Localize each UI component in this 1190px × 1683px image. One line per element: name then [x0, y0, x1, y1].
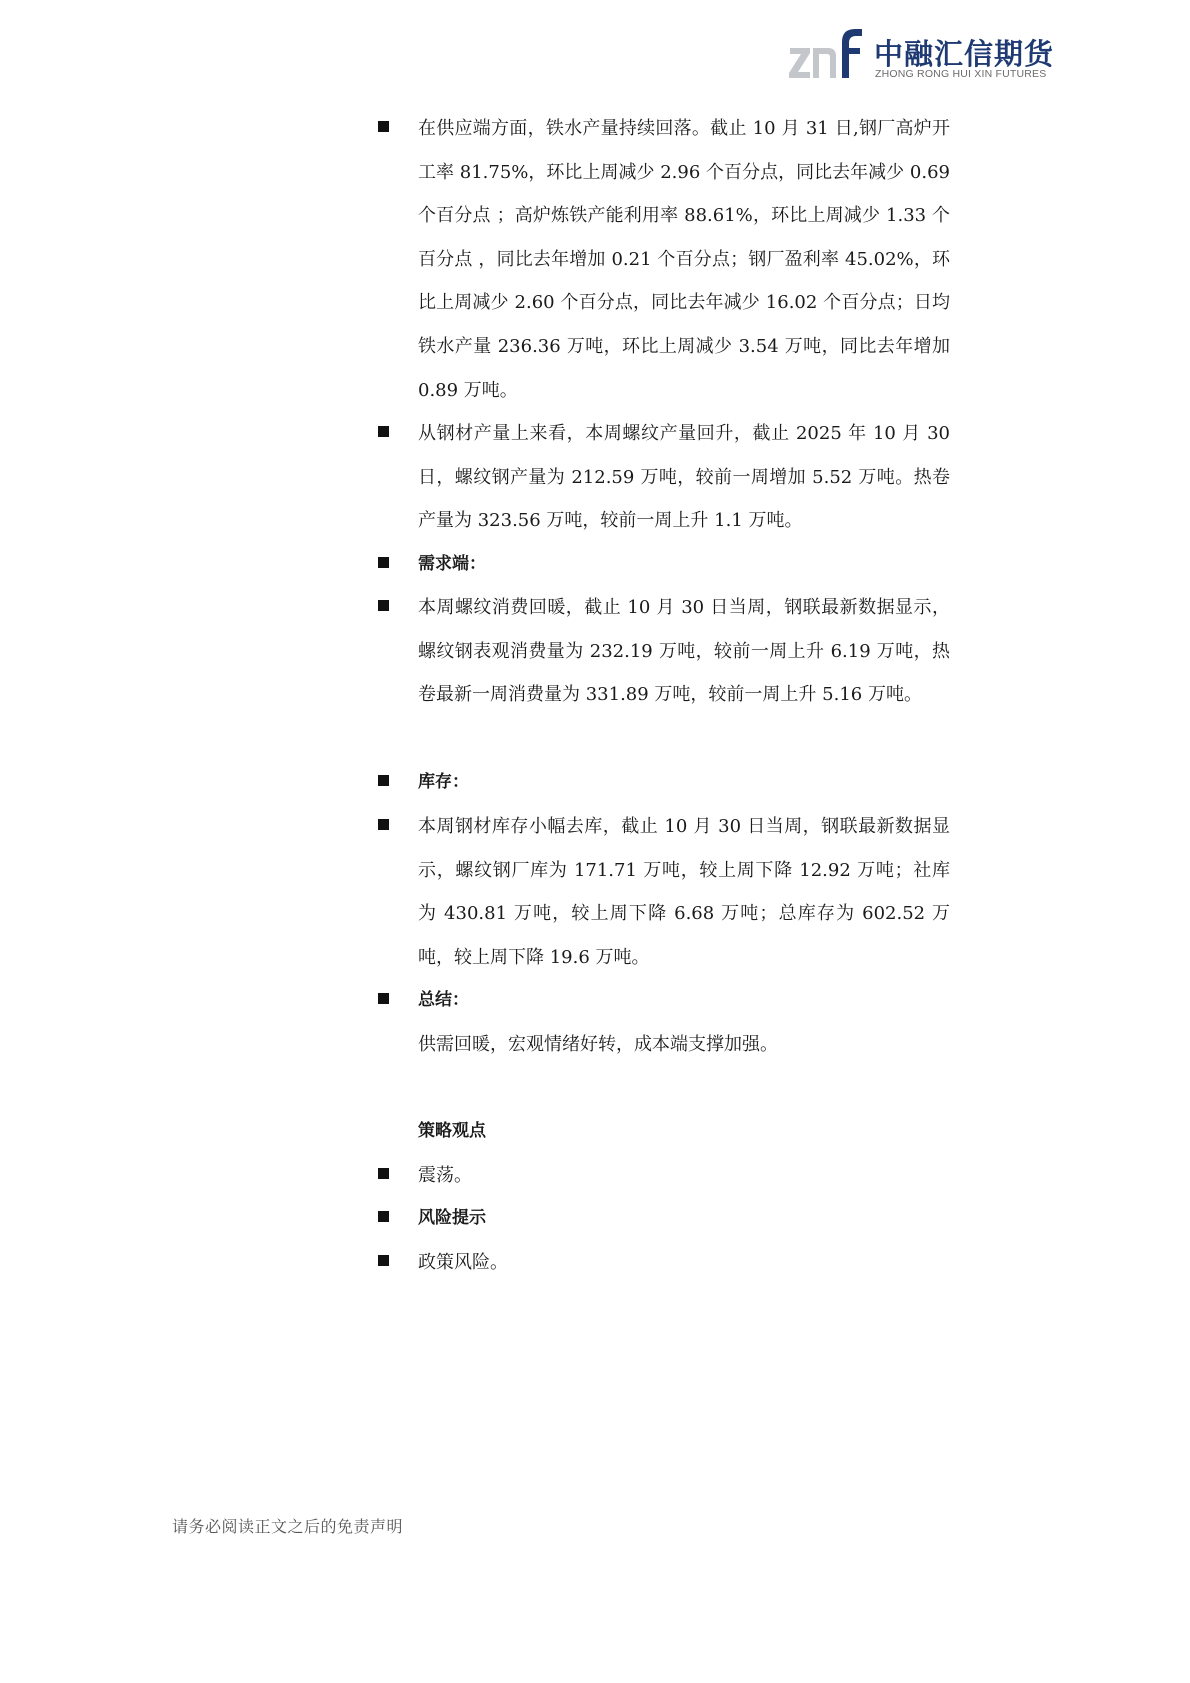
risk-heading [418, 1197, 950, 1241]
supply-paragraph [418, 107, 950, 412]
strategy-heading [418, 1110, 950, 1154]
square-bullet-icon [378, 1255, 389, 1266]
strategy-paragraph [418, 1154, 950, 1198]
summary-heading [418, 979, 950, 1023]
square-bullet-icon [378, 1168, 389, 1179]
heading-text: 策略观点 [418, 1121, 486, 1141]
square-bullet-icon [378, 775, 389, 786]
square-bullet-icon [378, 426, 389, 437]
znf-logo-mark [788, 26, 868, 82]
demand-heading [418, 543, 950, 587]
steel-output-paragraph [418, 412, 950, 543]
risk-paragraph [418, 1241, 950, 1285]
paragraph-text: 震荡。 [418, 1165, 472, 1186]
demand-paragraph [418, 586, 950, 717]
square-bullet-icon [378, 557, 389, 568]
square-bullet-icon [378, 600, 389, 611]
inventory-heading [418, 761, 950, 805]
square-bullet-icon [378, 1211, 389, 1222]
logo-chinese-name: 中融汇信期货 [874, 37, 1055, 71]
paragraph-text: 在供应端方面，铁水产量持续回落。截止 10 月 31 日,钢厂高炉开工率 81.75%，环比上周减少 2.96 个百分点，同比去年减少 0.69 个百分点 ；高炉炼铁产能利用率 88.61%，环比上周减少 1.33 个百分点 ，同比去年增加 0.21 个百分点；钢厂盈利率 45.02%，环比上周减少 2.60 个百分点，同比去年减少 16.02 个百分点；日均铁水产量 236.36 万吨，环比上周减少 3.54 万吨，同比去年增加 0.89 万吨。 [418, 118, 950, 401]
heading-text: 风险提示 [418, 1208, 486, 1228]
disclaimer-footer: 请务必阅读正文之后的免责声明 [172, 1517, 404, 1536]
summary-paragraph [418, 1023, 950, 1067]
heading-text: 库存： [418, 772, 469, 792]
heading-text: 总结： [418, 990, 469, 1010]
square-bullet-icon [378, 993, 389, 1004]
square-bullet-icon [378, 121, 389, 132]
square-bullet-icon [378, 819, 389, 830]
logo-english-name: ZHONG RONG HUI XIN FUTURES [875, 68, 1047, 80]
company-logo [788, 26, 1055, 86]
inventory-paragraph [418, 805, 950, 979]
heading-text: 需求端： [418, 554, 486, 574]
paragraph-text: 本周钢材库存小幅去库，截止 10 月 30 日当周，钢联最新数据显示，螺纹钢厂库为 171.71 万吨，较上周下降 12.92 万吨；社库为 430.81 万吨，较上周下降 6.68 万吨；总库存为 602.52 万吨，较上周下降 19.6 万吨。 [418, 816, 950, 968]
paragraph-text: 从钢材产量上来看，本周螺纹产量回升，截止 2025 年 10 月 30 日，螺纹钢产量为 212.59 万吨，较前一周增加 5.52 万吨。热卷产量为 323.56 万吨，较前一周上升 1.1 万吨。 [418, 423, 950, 532]
paragraph-text: 供需回暖，宏观情绪好转，成本端支撑加强。 [418, 1034, 778, 1055]
paragraph-text: 政策风险。 [418, 1252, 508, 1273]
paragraph-text: 本周螺纹消费回暖，截止 10 月 30 日当周，钢联最新数据显示，螺纹钢表观消费量为 232.19 万吨，较前一周上升 6.19 万吨，热卷最新一周消费量为 331.89 万吨，较前一周上升 5.16 万吨。 [418, 597, 950, 706]
